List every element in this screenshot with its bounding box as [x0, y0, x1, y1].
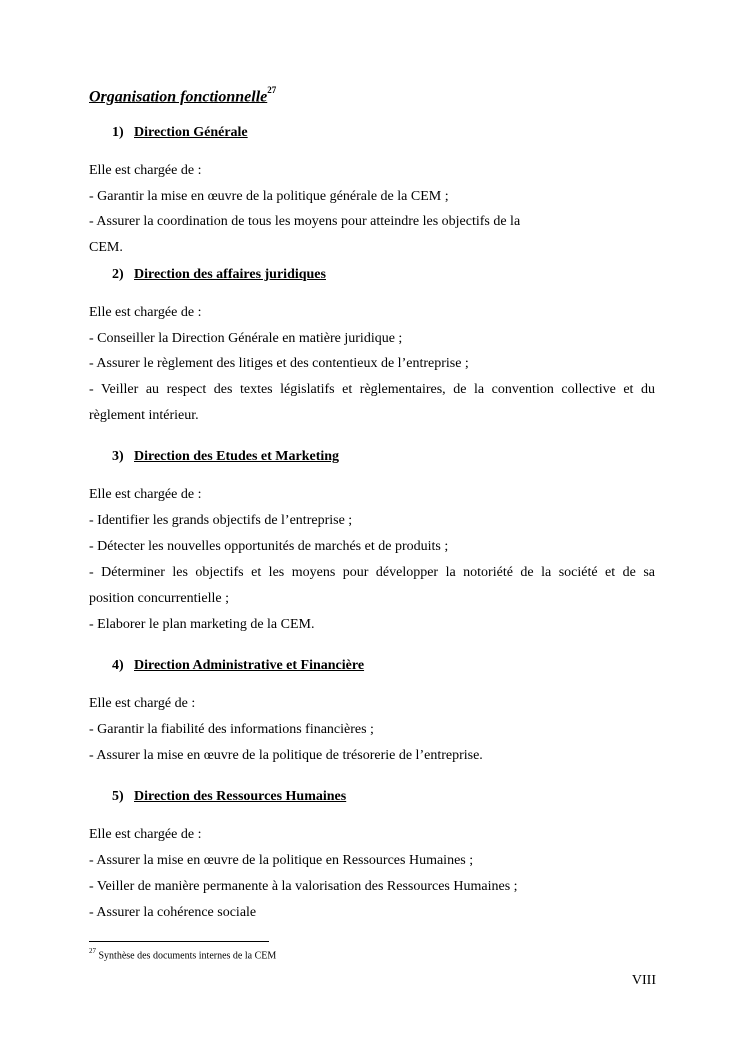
- section-line: - Déterminer les objectifs et les moyens pour développer la notoriété de la société et de sa: [89, 565, 655, 580]
- section-line: - Détecter les nouvelles opportunités de marchés et de produits ;: [89, 539, 449, 554]
- section-line: - Assurer la coordination de tous les moyens pour atteindre les objectifs de la: [89, 214, 521, 229]
- section-intro: Elle est chargée de :: [89, 827, 202, 842]
- section-heading-affaires-juridiques: [112, 267, 326, 283]
- section-line: règlement intérieur.: [89, 408, 199, 423]
- section-number: 2): [112, 267, 124, 282]
- section-line: - Elaborer le plan marketing de la CEM.: [89, 617, 315, 632]
- footnote: [89, 948, 276, 961]
- section-heading-etudes-marketing: [112, 449, 339, 465]
- page-title: [89, 87, 276, 106]
- section-intro: Elle est chargée de :: [89, 305, 202, 320]
- section-line: - Conseiller la Direction Générale en matière juridique ;: [89, 331, 403, 346]
- page-title-text: Organisation fonctionnelle: [89, 88, 268, 106]
- section-heading-direction-generale: [112, 125, 248, 141]
- section-line: - Veiller de manière permanente à la valorisation des Ressources Humaines ;: [89, 879, 518, 894]
- section-line: - Identifier les grands objectifs de l’entreprise ;: [89, 513, 353, 528]
- page-number: VIII: [631, 973, 656, 988]
- section-line: - Assurer la mise en œuvre de la politique de trésorerie de l’entreprise.: [89, 748, 483, 763]
- section-number: 1): [112, 125, 124, 140]
- section-line: - Garantir la fiabilité des informations financières ;: [89, 722, 374, 737]
- section-line: - Assurer la cohérence sociale: [89, 905, 257, 920]
- section-line: - Assurer la mise en œuvre de la politique en Ressources Humaines ;: [89, 853, 474, 868]
- section-line: - Assurer le règlement des litiges et des contentieux de l’entreprise ;: [89, 356, 469, 371]
- section-line: position concurrentielle ;: [89, 591, 229, 606]
- section-title: Direction des Ressources Humaines: [134, 789, 347, 804]
- section-intro: Elle est chargée de :: [89, 487, 202, 502]
- footnote-divider: [89, 941, 269, 942]
- section-line: - Veiller au respect des textes législatifs et règlementaires, de la convention collective et du: [89, 382, 655, 397]
- section-title: Direction Administrative et Financière: [134, 658, 365, 673]
- section-title: Direction Générale: [134, 125, 248, 140]
- section-line: CEM.: [89, 240, 123, 255]
- section-number: 3): [112, 449, 124, 464]
- section-intro: Elle est chargée de :: [89, 163, 202, 178]
- section-heading-ressources-humaines: [112, 789, 346, 805]
- section-intro: Elle est chargé de :: [89, 696, 196, 711]
- section-line: - Garantir la mise en œuvre de la politique générale de la CEM ;: [89, 189, 449, 204]
- section-number: 4): [112, 658, 124, 673]
- footnote-number: 27: [89, 947, 96, 955]
- title-footnote-ref[interactable]: 27: [267, 85, 277, 95]
- section-number: 5): [112, 789, 124, 804]
- section-title: Direction des affaires juridiques: [134, 267, 326, 282]
- section-title: Direction des Etudes et Marketing: [134, 449, 340, 464]
- footnote-text: Synthèse des documents internes de la CEM: [98, 950, 277, 962]
- section-heading-administrative-financiere: [112, 658, 364, 674]
